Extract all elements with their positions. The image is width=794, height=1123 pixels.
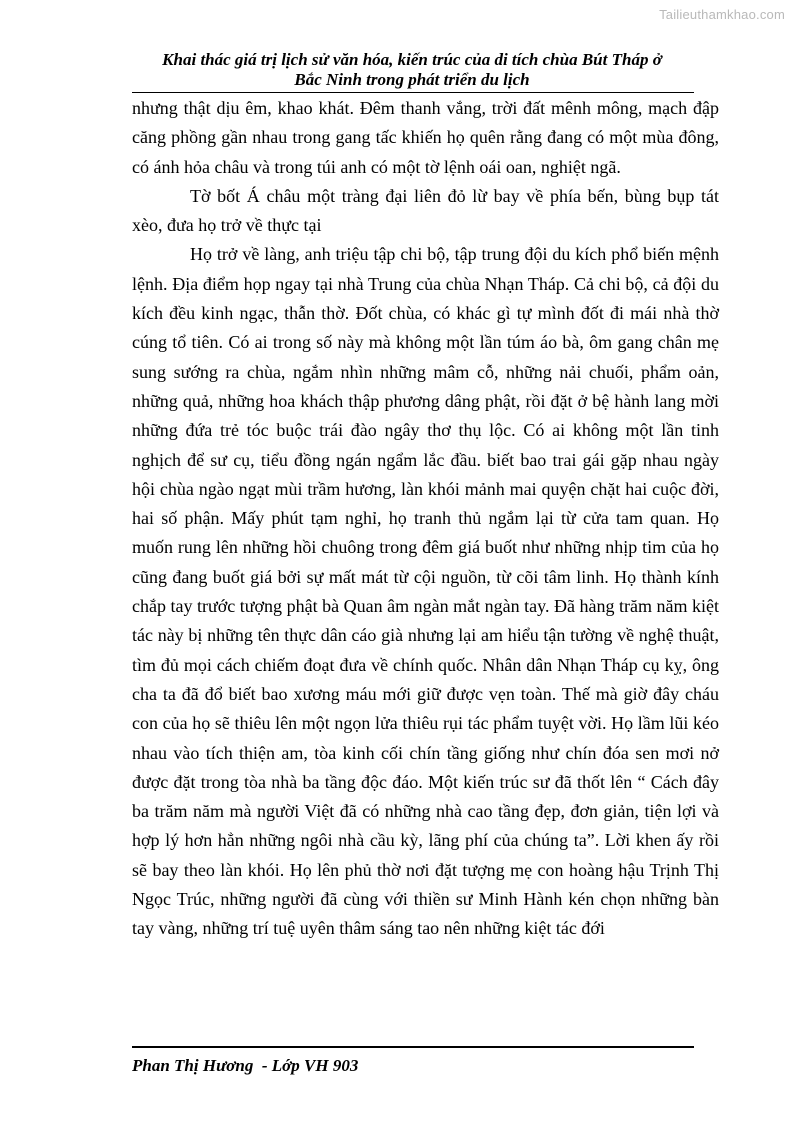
watermark: Tailieuthamkhao.com [659,7,785,22]
body-text [132,94,719,944]
page-footer: Phan Thị Hương - Lớp VH 903 [132,1056,359,1075]
header-line-2: Bắc Ninh trong phát triển du lịch [294,70,530,89]
paragraph-1: nhưng thật dịu êm, khao khát. Đêm thanh vắng, trời đất mênh mông, mạch đập căng phồng gần nhau trong gang tấc khiến họ quên rằng đang có một mùa đông, có ánh hỏa châu và trong túi anh có một tờ lệnh oái oan, nghiệt ngã. [132,98,719,177]
header-line-1: Khai thác giá trị lịch sử văn hóa, kiến trúc của di tích chùa Bút Tháp ở [162,50,662,69]
header-divider [132,92,694,93]
page-header [132,50,692,90]
paragraph-3: Họ trở về làng, anh triệu tập chi bộ, tập trung đội du kích phổ biến mệnh lệnh. Địa điểm họp ngay tại nhà Trung của chùa Nhạn Tháp. Cả chi bộ, cả đội du kích đều kinh ngạc, thẫn thờ. Đốt chùa, có khác gì tự mình đốt đi mái nhà thờ cúng tổ tiên. Có ai trong số này mà không một lần túm áo bà, ôm gang chân mẹ sung sướng ra chùa, ngắm nhìn những mâm cỗ, những nải chuối, phẩm oản, những quả, những hoa khách thập phương dâng phật, rồi đặt ở bệ hành lang mời những đứa trẻ tóc buộc trái đào ngây thơ thụ lộc. Có ai không một lần tinh nghịch để sư cụ, tiểu đồng ngán ngẩm lắc đầu. biết bao trai gái gặp nhau ngày hội chùa ngào ngạt mùi trầm hương, làn khói mảnh mai quyện chặt hai cuộc đời, hai số phận. Mấy phút tạm nghỉ, họ tranh thủ ngắm lại từ cửa tam quan. Họ muốn rung lên những hồi chuông trong đêm giá buốt như những nhịp tim của họ cũng đang buốt giá bởi sự mất mát từ cội nguồn, từ cõi tâm linh. Họ thành kính chắp tay trước tượng phật bà Quan âm ngàn mắt ngàn tay. Đã hàng trăm năm kiệt tác này bị những tên thực dân cáo già nhưng lại am hiểu tận tường về nghệ thuật, tìm đủ mọi cách chiếm đoạt đưa về chính quốc. Nhân dân Nhạn Tháp cụ kỵ, ông cha ta đã đổ biết bao xương máu mới giữ được vẹn toàn. Thế mà giờ đây cháu con của họ sẽ thiêu lên một ngọn lửa thiêu rụi tác phẩm tuyệt vời. Họ lầm lũi kéo nhau vào tích thiện am, tòa kinh cối chín tầng giống như chín đóa sen mơi nở được đặt trong tòa nhà ba tầng độc đáo. Một kiến trúc sư đã thốt lên “ Cách đây ba trăm năm mà người Việt đã có những nhà cao tầng đẹp, đơn giản, tiện lợi và hợp lý hơn hẳn những ngôi nhà cầu kỳ, lãng phí của chúng ta”. Lời khen ấy rồi sẽ bay theo làn khói. Họ lên phủ thờ nơi đặt tượng mẹ con hoàng hậu Trịnh Thị Ngọc Trúc, những người đã cùng với thiền sư Minh Hành kén chọn những bàn tay vàng, những trí tuệ uyên thâm sáng tao nên những kiệt tác đới [132,244,719,939]
paragraph-2: Tờ bốt Á châu một tràng đại liên đỏ lừ bay về phía bến, bùng bụp tát xèo, đưa họ trở về thực tại [132,185,719,236]
footer-divider [132,1046,694,1048]
